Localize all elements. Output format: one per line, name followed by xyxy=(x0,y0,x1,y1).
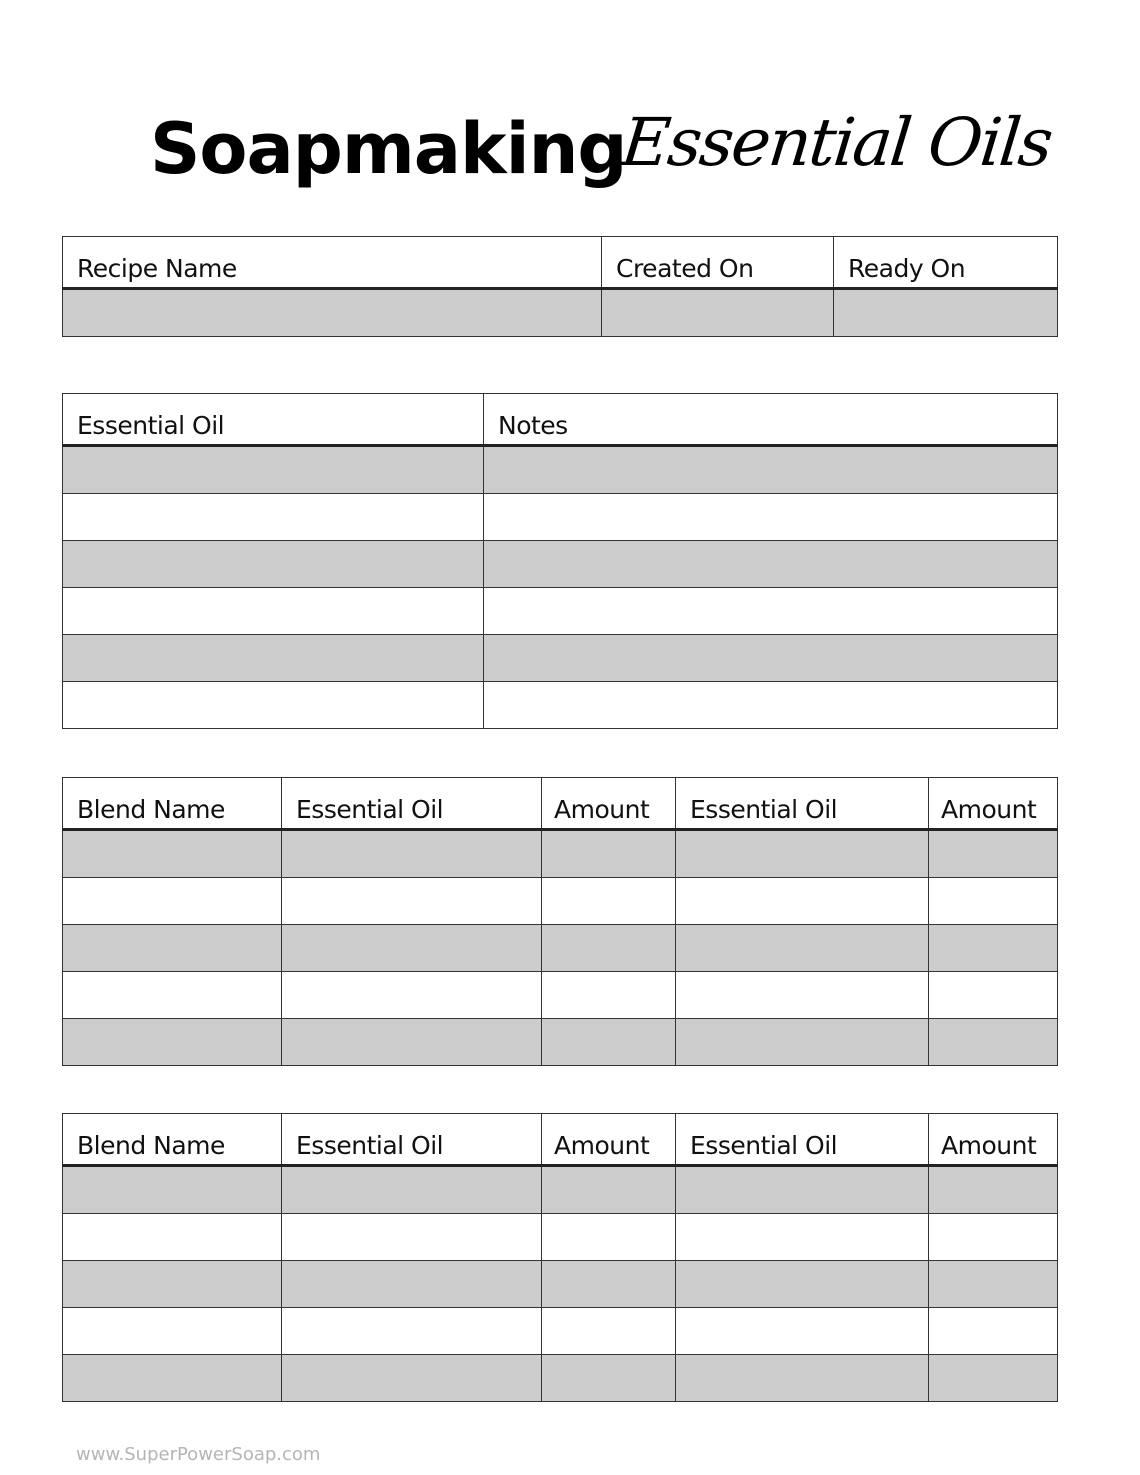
amount-cell[interactable] xyxy=(542,1019,676,1066)
notes-cell[interactable] xyxy=(484,635,1058,682)
oil-cell[interactable] xyxy=(282,1261,542,1308)
oil-cell[interactable] xyxy=(676,1214,929,1261)
amount-cell[interactable] xyxy=(929,1308,1058,1355)
amount-cell[interactable] xyxy=(542,1214,676,1261)
page-title xyxy=(0,98,1140,198)
ready-on-cell[interactable] xyxy=(834,289,1058,337)
oil-cell[interactable] xyxy=(63,446,484,494)
amount-cell[interactable] xyxy=(929,878,1058,925)
table-row xyxy=(63,1355,1058,1402)
oil-cell[interactable] xyxy=(63,541,484,588)
blend-table-1 xyxy=(62,777,1058,1066)
oil-cell[interactable] xyxy=(63,588,484,635)
amount-cell[interactable] xyxy=(542,925,676,972)
oil-cell[interactable] xyxy=(282,878,542,925)
amount-cell[interactable] xyxy=(542,878,676,925)
amount-cell[interactable] xyxy=(929,1019,1058,1066)
blend-name-header: Blend Name xyxy=(63,778,282,830)
recipe-name-header: Recipe Name xyxy=(63,237,602,289)
oil-cell[interactable] xyxy=(282,1166,542,1214)
blend-name-cell[interactable] xyxy=(63,972,282,1019)
notes-header: Notes xyxy=(484,394,1058,446)
oil-cell[interactable] xyxy=(676,1019,929,1066)
blend-name-cell[interactable] xyxy=(63,1019,282,1066)
title-bold-text: Soapmaking xyxy=(150,108,627,190)
amount-cell[interactable] xyxy=(929,925,1058,972)
amount-header: Amount xyxy=(929,778,1058,830)
table-row xyxy=(63,446,1058,494)
ready-on-header: Ready On xyxy=(834,237,1058,289)
recipe-table xyxy=(62,236,1058,337)
amount-header: Amount xyxy=(542,1114,676,1166)
amount-cell[interactable] xyxy=(929,1166,1058,1214)
blend-name-cell[interactable] xyxy=(63,830,282,878)
blend-table-2 xyxy=(62,1113,1058,1402)
amount-cell[interactable] xyxy=(542,1308,676,1355)
amount-cell[interactable] xyxy=(929,1214,1058,1261)
amount-cell[interactable] xyxy=(542,1261,676,1308)
blend-name-cell[interactable] xyxy=(63,878,282,925)
notes-cell[interactable] xyxy=(484,682,1058,729)
table-row xyxy=(63,1261,1058,1308)
notes-cell[interactable] xyxy=(484,494,1058,541)
oil-cell[interactable] xyxy=(676,1308,929,1355)
blend-name-header: Blend Name xyxy=(63,1114,282,1166)
essential-oil-header: Essential Oil xyxy=(63,394,484,446)
oil-cell[interactable] xyxy=(676,878,929,925)
blend-header-row xyxy=(63,1114,1058,1166)
oil-cell[interactable] xyxy=(282,1214,542,1261)
blend-name-cell[interactable] xyxy=(63,1166,282,1214)
table-row xyxy=(63,830,1058,878)
notes-cell[interactable] xyxy=(484,446,1058,494)
amount-cell[interactable] xyxy=(929,972,1058,1019)
essential-oil-notes-table xyxy=(62,393,1058,729)
oil-cell[interactable] xyxy=(282,972,542,1019)
blend-name-cell[interactable] xyxy=(63,1214,282,1261)
blend-name-cell[interactable] xyxy=(63,925,282,972)
essential-oil-header: Essential Oil xyxy=(282,778,542,830)
table-row xyxy=(63,588,1058,635)
table-row xyxy=(63,289,1058,337)
notes-cell[interactable] xyxy=(484,541,1058,588)
oil-cell[interactable] xyxy=(676,1261,929,1308)
table-row xyxy=(63,1214,1058,1261)
footer-url: www.SuperPowerSoap.com xyxy=(76,1444,321,1465)
oil-cell[interactable] xyxy=(676,1166,929,1214)
created-on-header: Created On xyxy=(602,237,834,289)
oil-cell[interactable] xyxy=(676,972,929,1019)
amount-cell[interactable] xyxy=(542,972,676,1019)
table-row xyxy=(63,878,1058,925)
table-row xyxy=(63,1019,1058,1066)
oil-cell[interactable] xyxy=(676,925,929,972)
amount-cell[interactable] xyxy=(542,1355,676,1402)
oil-cell[interactable] xyxy=(282,925,542,972)
oil-cell[interactable] xyxy=(63,682,484,729)
table-row xyxy=(63,541,1058,588)
oil-cell[interactable] xyxy=(63,494,484,541)
recipe-name-cell[interactable] xyxy=(63,289,602,337)
oil-cell[interactable] xyxy=(676,830,929,878)
table-row xyxy=(63,1308,1058,1355)
table-row xyxy=(63,1166,1058,1214)
oil-header-row xyxy=(63,394,1058,446)
oil-cell[interactable] xyxy=(282,1355,542,1402)
amount-cell[interactable] xyxy=(542,830,676,878)
amount-cell[interactable] xyxy=(929,830,1058,878)
title-script-text: Essential Oils xyxy=(617,104,1055,181)
table-row xyxy=(63,635,1058,682)
table-row xyxy=(63,972,1058,1019)
notes-cell[interactable] xyxy=(484,588,1058,635)
table-row xyxy=(63,925,1058,972)
oil-cell[interactable] xyxy=(676,1355,929,1402)
amount-header: Amount xyxy=(929,1114,1058,1166)
blend-name-cell[interactable] xyxy=(63,1308,282,1355)
blend-header-row xyxy=(63,778,1058,830)
essential-oil-header: Essential Oil xyxy=(282,1114,542,1166)
blend-name-cell[interactable] xyxy=(63,1355,282,1402)
essential-oil-header: Essential Oil xyxy=(676,1114,929,1166)
created-on-cell[interactable] xyxy=(602,289,834,337)
amount-cell[interactable] xyxy=(542,1166,676,1214)
oil-cell[interactable] xyxy=(282,1019,542,1066)
oil-cell[interactable] xyxy=(282,830,542,878)
essential-oil-header: Essential Oil xyxy=(676,778,929,830)
amount-cell[interactable] xyxy=(929,1355,1058,1402)
amount-header: Amount xyxy=(542,778,676,830)
recipe-header-row xyxy=(63,237,1058,289)
blend-name-cell[interactable] xyxy=(63,1261,282,1308)
oil-cell[interactable] xyxy=(282,1308,542,1355)
amount-cell[interactable] xyxy=(929,1261,1058,1308)
oil-cell[interactable] xyxy=(63,635,484,682)
table-row xyxy=(63,494,1058,541)
table-row xyxy=(63,682,1058,729)
